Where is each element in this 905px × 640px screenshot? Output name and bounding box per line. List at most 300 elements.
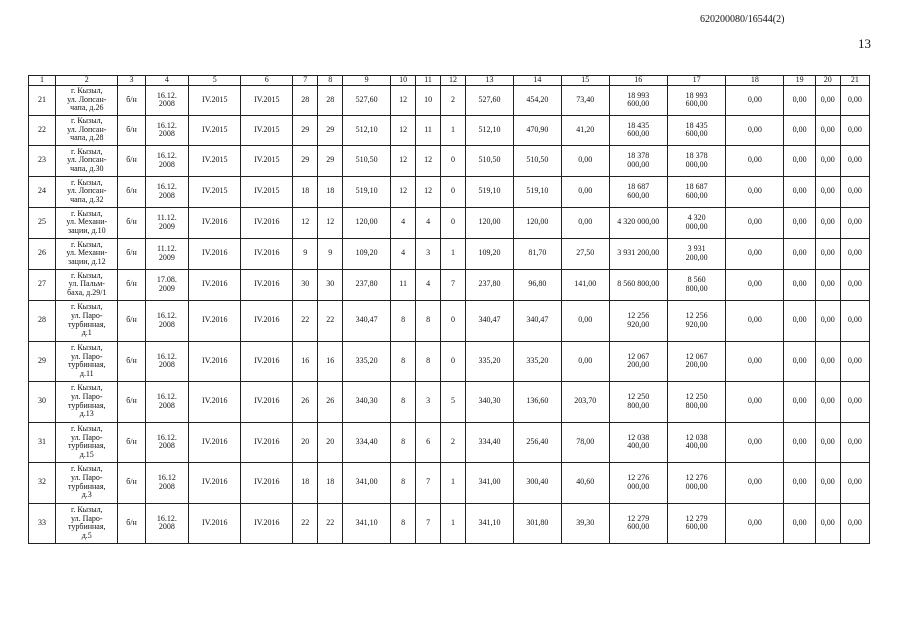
table-cell bbox=[815, 422, 840, 462]
table-cell bbox=[840, 115, 869, 145]
cell-text: б/н bbox=[126, 477, 137, 487]
cell-text: IV.2015 bbox=[202, 94, 228, 104]
table-cell bbox=[241, 85, 293, 115]
cell-text: 16.12. 2008 bbox=[156, 120, 177, 139]
cell-text: 0,00 bbox=[820, 217, 835, 227]
table-cell bbox=[513, 238, 561, 269]
table-cell bbox=[726, 503, 784, 543]
table-cell bbox=[343, 85, 391, 115]
table-cell bbox=[815, 176, 840, 207]
address-cell bbox=[56, 462, 118, 503]
cell-text: 8 bbox=[426, 315, 431, 325]
cell-text: 16.12. 2008 bbox=[156, 392, 177, 410]
cell-text: г. Кызыл, ул. Пальм- баха, д.29/1 bbox=[67, 270, 107, 297]
table-cell bbox=[441, 85, 466, 115]
cell-text: 16 bbox=[326, 355, 335, 365]
table-cell bbox=[118, 300, 145, 341]
cell-text: IV.2016 bbox=[254, 355, 280, 365]
table-cell bbox=[441, 238, 466, 269]
cell-text: IV.2016 bbox=[202, 517, 228, 527]
table-cell bbox=[343, 462, 391, 503]
table-cell bbox=[609, 422, 667, 462]
cell-text: 0,00 bbox=[578, 355, 593, 365]
table-cell bbox=[145, 300, 189, 341]
table-cell bbox=[145, 381, 189, 422]
cell-text: г. Кызыл, ул. Лопсан- чапа, д.30 bbox=[67, 146, 107, 173]
cell-text: 16.12. 2008 bbox=[156, 432, 177, 451]
cell-text: 0,00 bbox=[847, 94, 862, 104]
table-cell bbox=[241, 462, 293, 503]
cell-text: 30 bbox=[38, 396, 47, 406]
table-cell bbox=[561, 422, 609, 462]
cell-text: 18 993 600,00 bbox=[627, 90, 650, 109]
cell-text: 41,20 bbox=[576, 124, 595, 134]
cell-text: 341,10 bbox=[478, 517, 501, 527]
cell-text: 10 bbox=[424, 94, 433, 104]
table-cell bbox=[293, 238, 318, 269]
cell-text: г. Кызыл, ул. Лопсан- чапа, д.26 bbox=[67, 86, 107, 113]
table-cell bbox=[466, 422, 514, 462]
cell-text: 1 bbox=[451, 477, 456, 487]
cell-text: IV.2015 bbox=[254, 124, 280, 134]
cell-text: 28 bbox=[326, 94, 335, 104]
table-cell bbox=[840, 238, 869, 269]
table-cell bbox=[241, 176, 293, 207]
table-cell bbox=[784, 238, 815, 269]
table-cell bbox=[318, 422, 343, 462]
table-cell bbox=[118, 462, 145, 503]
cell-text: 22 bbox=[301, 517, 310, 527]
cell-text: 0,00 bbox=[747, 477, 762, 487]
table-cell bbox=[609, 503, 667, 543]
table-cell bbox=[561, 176, 609, 207]
cell-text: 0 bbox=[451, 217, 456, 227]
table-cell bbox=[318, 85, 343, 115]
table-cell bbox=[391, 422, 416, 462]
table-cell bbox=[29, 145, 56, 176]
table-cell bbox=[241, 269, 293, 300]
table-cell bbox=[726, 145, 784, 176]
cell-text: IV.2016 bbox=[254, 217, 280, 227]
cell-text: 31 bbox=[38, 436, 47, 446]
cell-text: 33 bbox=[38, 517, 47, 527]
table-row bbox=[29, 85, 870, 115]
table-cell bbox=[513, 269, 561, 300]
cell-text: г. Кызыл, ул. Механи- зации, д.12 bbox=[66, 239, 108, 266]
cell-text: 12 250 800,00 bbox=[685, 392, 708, 410]
cell-text: 16.12. 2008 bbox=[156, 182, 177, 200]
cell-text: 28 bbox=[38, 315, 47, 325]
cell-text: 8 560 800,00 bbox=[617, 279, 660, 289]
cell-text: IV.2015 bbox=[202, 124, 228, 134]
table-cell bbox=[318, 115, 343, 145]
cell-text: 8 bbox=[401, 355, 406, 365]
table-row bbox=[29, 462, 870, 503]
cell-text: 335,20 bbox=[478, 355, 501, 365]
table-cell bbox=[441, 115, 466, 145]
column-number: 7 bbox=[293, 76, 318, 86]
table-cell bbox=[441, 269, 466, 300]
table-cell bbox=[561, 381, 609, 422]
table-cell bbox=[145, 145, 189, 176]
cell-text: 18 bbox=[301, 477, 310, 487]
cell-text: IV.2015 bbox=[202, 155, 228, 165]
table-cell bbox=[318, 176, 343, 207]
address-cell bbox=[56, 341, 118, 381]
table-cell bbox=[241, 115, 293, 145]
table-row bbox=[29, 381, 870, 422]
table-cell bbox=[145, 238, 189, 269]
cell-text: 0,00 bbox=[820, 436, 835, 446]
table-cell bbox=[784, 85, 815, 115]
table-cell bbox=[391, 269, 416, 300]
cell-text: IV.2016 bbox=[202, 355, 228, 365]
table-row bbox=[29, 176, 870, 207]
cell-text: 0,00 bbox=[747, 279, 762, 289]
table-cell bbox=[293, 145, 318, 176]
table-cell bbox=[667, 381, 725, 422]
cell-text: 18 435 600,00 bbox=[627, 120, 650, 139]
cell-text: 12 256 920,00 bbox=[627, 311, 650, 329]
table-cell bbox=[343, 503, 391, 543]
column-number: 14 bbox=[513, 76, 561, 86]
table-cell bbox=[441, 503, 466, 543]
cell-text: 12 bbox=[399, 155, 408, 165]
table-cell bbox=[466, 341, 514, 381]
table-cell bbox=[29, 176, 56, 207]
cell-text: 29 bbox=[301, 124, 310, 134]
table-cell bbox=[145, 85, 189, 115]
cell-text: г. Кызыл, ул. Паро- турбинная, д.15 bbox=[67, 423, 106, 459]
cell-text: 3 931 200,00 bbox=[685, 244, 708, 262]
cell-text: IV.2016 bbox=[202, 217, 228, 227]
cell-text: 340,47 bbox=[526, 315, 549, 325]
cell-text: 519,10 bbox=[526, 186, 549, 196]
cell-text: 12 bbox=[399, 124, 408, 134]
cell-text: 12 bbox=[301, 217, 310, 227]
cell-text: 519,10 bbox=[478, 186, 501, 196]
cell-text: 0 bbox=[451, 155, 456, 165]
table-cell bbox=[513, 145, 561, 176]
column-number: 19 bbox=[784, 76, 815, 86]
cell-text: 28 bbox=[301, 94, 310, 104]
cell-text: 0,00 bbox=[747, 155, 762, 165]
cell-text: 9 bbox=[328, 248, 333, 258]
table-cell bbox=[561, 269, 609, 300]
table-cell bbox=[293, 300, 318, 341]
cell-text: 22 bbox=[326, 517, 335, 527]
cell-text: б/н bbox=[126, 248, 137, 258]
table-cell bbox=[29, 115, 56, 145]
cell-text: 0,00 bbox=[820, 124, 835, 134]
table-cell bbox=[391, 85, 416, 115]
cell-text: 12 038 400,00 bbox=[627, 432, 650, 451]
table-cell bbox=[189, 207, 241, 238]
cell-text: 18 bbox=[326, 477, 335, 487]
table-cell bbox=[726, 269, 784, 300]
table-cell bbox=[118, 422, 145, 462]
table-cell bbox=[840, 300, 869, 341]
cell-text: 141,00 bbox=[574, 279, 597, 289]
cell-text: 203,70 bbox=[574, 396, 597, 406]
column-number: 16 bbox=[609, 76, 667, 86]
table-cell bbox=[840, 269, 869, 300]
cell-text: 120,00 bbox=[355, 217, 378, 227]
cell-text: 0,00 bbox=[820, 279, 835, 289]
table-cell bbox=[815, 145, 840, 176]
cell-text: 0,00 bbox=[578, 315, 593, 325]
cell-text: 510,50 bbox=[478, 155, 501, 165]
table-cell bbox=[416, 381, 441, 422]
table-cell bbox=[118, 238, 145, 269]
table-cell bbox=[145, 462, 189, 503]
cell-text: IV.2016 bbox=[254, 517, 280, 527]
cell-text: 7 bbox=[451, 279, 456, 289]
table-cell bbox=[241, 145, 293, 176]
table-cell bbox=[726, 85, 784, 115]
cell-text: 341,00 bbox=[478, 477, 501, 487]
cell-text: IV.2015 bbox=[254, 155, 280, 165]
cell-text: г. Кызыл, ул. Лопсан- чапа, д.28 bbox=[67, 116, 107, 143]
cell-text: б/н bbox=[126, 315, 137, 325]
cell-text: 237,80 bbox=[478, 279, 501, 289]
cell-text: б/н bbox=[126, 355, 137, 365]
cell-text: IV.2016 bbox=[202, 436, 228, 446]
cell-text: 12 250 800,00 bbox=[627, 392, 650, 410]
cell-text: 0 bbox=[451, 186, 456, 196]
cell-text: 81,70 bbox=[528, 248, 547, 258]
table-cell bbox=[189, 269, 241, 300]
table-cell bbox=[293, 422, 318, 462]
table-cell bbox=[784, 176, 815, 207]
column-number: 9 bbox=[343, 76, 391, 86]
cell-text: 8 bbox=[401, 477, 406, 487]
cell-text: 340,47 bbox=[478, 315, 501, 325]
table-cell bbox=[840, 85, 869, 115]
cell-text: 527,60 bbox=[478, 94, 501, 104]
cell-text: IV.2016 bbox=[254, 477, 280, 487]
address-cell bbox=[56, 269, 118, 300]
table-cell bbox=[513, 422, 561, 462]
cell-text: 6 bbox=[426, 436, 431, 446]
table-cell bbox=[293, 115, 318, 145]
table-cell bbox=[784, 462, 815, 503]
cell-text: 0,00 bbox=[847, 355, 862, 365]
table-row bbox=[29, 422, 870, 462]
address-cell bbox=[56, 207, 118, 238]
table-cell bbox=[513, 176, 561, 207]
cell-text: 18 bbox=[301, 186, 310, 196]
table-cell bbox=[466, 503, 514, 543]
cell-text: б/н bbox=[126, 517, 137, 527]
table-cell bbox=[189, 145, 241, 176]
table-cell bbox=[416, 503, 441, 543]
table-cell bbox=[609, 341, 667, 381]
table-cell bbox=[726, 381, 784, 422]
table-cell bbox=[840, 381, 869, 422]
cell-text: 25 bbox=[38, 217, 47, 227]
cell-text: 78,00 bbox=[576, 436, 595, 446]
cell-text: 12 067 200,00 bbox=[685, 351, 708, 370]
table-cell bbox=[318, 238, 343, 269]
cell-text: г. Кызыл, ул. Лопсан- чапа, д.32 bbox=[67, 177, 107, 204]
table-cell bbox=[815, 207, 840, 238]
cell-text: 0,00 bbox=[747, 517, 762, 527]
table-cell bbox=[343, 381, 391, 422]
table-cell bbox=[189, 85, 241, 115]
cell-text: 3 bbox=[426, 248, 431, 258]
table-cell bbox=[118, 503, 145, 543]
table-cell bbox=[145, 207, 189, 238]
table-cell bbox=[391, 381, 416, 422]
address-cell bbox=[56, 300, 118, 341]
cell-text: 4 bbox=[426, 279, 431, 289]
cell-text: 0,00 bbox=[847, 124, 862, 134]
table-cell bbox=[667, 145, 725, 176]
table-cell bbox=[815, 238, 840, 269]
table-cell bbox=[667, 422, 725, 462]
table-cell bbox=[118, 341, 145, 381]
cell-text: 40,60 bbox=[576, 477, 595, 487]
cell-text: 7 bbox=[426, 517, 431, 527]
cell-text: 12 bbox=[399, 186, 408, 196]
cell-text: 519,10 bbox=[355, 186, 378, 196]
cell-text: 32 bbox=[38, 477, 47, 487]
table-cell bbox=[561, 462, 609, 503]
table-cell bbox=[726, 300, 784, 341]
cell-text: 0,00 bbox=[847, 477, 862, 487]
cell-text: 12 bbox=[399, 94, 408, 104]
cell-text: 340,47 bbox=[355, 315, 378, 325]
cell-text: 0,00 bbox=[747, 315, 762, 325]
cell-text: 0,00 bbox=[847, 315, 862, 325]
table-cell bbox=[189, 300, 241, 341]
cell-text: 18 378 000,00 bbox=[685, 151, 708, 169]
cell-text: 0 bbox=[451, 315, 456, 325]
address-cell bbox=[56, 503, 118, 543]
cell-text: IV.2016 bbox=[254, 436, 280, 446]
column-number: 1 bbox=[29, 76, 56, 86]
cell-text: 4 bbox=[401, 248, 406, 258]
cell-text: 26 bbox=[326, 396, 335, 406]
table-cell bbox=[391, 207, 416, 238]
table-cell bbox=[318, 269, 343, 300]
table-cell bbox=[145, 269, 189, 300]
cell-text: 18 687 600,00 bbox=[627, 182, 650, 200]
cell-text: б/н bbox=[126, 186, 137, 196]
cell-text: IV.2016 bbox=[254, 279, 280, 289]
cell-text: IV.2016 bbox=[202, 477, 228, 487]
column-number: 5 bbox=[189, 76, 241, 86]
cell-text: 4 320 000,00 bbox=[685, 213, 708, 231]
cell-text: 16.12. 2008 bbox=[156, 90, 177, 109]
table-cell bbox=[318, 145, 343, 176]
table-cell bbox=[441, 300, 466, 341]
cell-text: 24 bbox=[38, 186, 47, 196]
table-cell bbox=[118, 145, 145, 176]
table-cell bbox=[391, 341, 416, 381]
address-cell bbox=[56, 145, 118, 176]
cell-text: 12 276 000,00 bbox=[627, 473, 650, 491]
table-cell bbox=[416, 300, 441, 341]
cell-text: IV.2016 bbox=[202, 315, 228, 325]
cell-text: 0,00 bbox=[847, 186, 862, 196]
cell-text: 0,00 bbox=[792, 315, 807, 325]
cell-text: 1 bbox=[451, 517, 456, 527]
cell-text: 29 bbox=[326, 124, 335, 134]
table-cell bbox=[343, 238, 391, 269]
column-number: 2 bbox=[56, 76, 118, 86]
cell-text: 16.12. 2008 bbox=[156, 513, 177, 532]
cell-text: б/н bbox=[126, 155, 137, 165]
table-cell bbox=[29, 300, 56, 341]
column-number: 8 bbox=[318, 76, 343, 86]
cell-text: IV.2016 bbox=[202, 248, 228, 258]
cell-text: 12 256 920,00 bbox=[685, 311, 708, 329]
cell-text: 335,20 bbox=[355, 355, 378, 365]
cell-text: 8 bbox=[401, 315, 406, 325]
cell-text: 0,00 bbox=[820, 315, 835, 325]
cell-text: 27,50 bbox=[576, 248, 595, 258]
document-id: 620200080/16544(2) bbox=[700, 14, 785, 25]
table-cell bbox=[293, 341, 318, 381]
cell-text: 0,00 bbox=[747, 186, 762, 196]
column-number: 18 bbox=[726, 76, 784, 86]
cell-text: 4 bbox=[426, 217, 431, 227]
cell-text: 120,00 bbox=[478, 217, 501, 227]
table-cell bbox=[29, 85, 56, 115]
table-cell bbox=[118, 115, 145, 145]
table-cell bbox=[466, 381, 514, 422]
table-cell bbox=[840, 422, 869, 462]
table-cell bbox=[29, 422, 56, 462]
table-cell bbox=[513, 381, 561, 422]
table-cell bbox=[466, 85, 514, 115]
table-cell bbox=[29, 238, 56, 269]
cell-text: 12 bbox=[424, 186, 433, 196]
table-cell bbox=[513, 300, 561, 341]
table-row bbox=[29, 269, 870, 300]
table-row bbox=[29, 300, 870, 341]
cell-text: 0,00 bbox=[820, 517, 835, 527]
cell-text: 12 bbox=[326, 217, 335, 227]
table-row bbox=[29, 207, 870, 238]
address-cell bbox=[56, 422, 118, 462]
cell-text: 0,00 bbox=[847, 517, 862, 527]
table-cell bbox=[726, 341, 784, 381]
cell-text: 0,00 bbox=[578, 155, 593, 165]
cell-text: 301,80 bbox=[526, 517, 549, 527]
cell-text: 12 279 600,00 bbox=[627, 513, 650, 532]
table-cell bbox=[561, 207, 609, 238]
table-header-row bbox=[29, 76, 870, 86]
table-cell bbox=[667, 238, 725, 269]
table-cell bbox=[784, 341, 815, 381]
table-cell bbox=[29, 381, 56, 422]
column-number: 13 bbox=[466, 76, 514, 86]
table-cell bbox=[343, 176, 391, 207]
table-cell bbox=[466, 300, 514, 341]
table-cell bbox=[441, 176, 466, 207]
table-cell bbox=[391, 300, 416, 341]
cell-text: 11 bbox=[399, 279, 407, 289]
cell-text: 237,80 bbox=[355, 279, 378, 289]
address-cell bbox=[56, 238, 118, 269]
table-cell bbox=[293, 269, 318, 300]
cell-text: 8 bbox=[401, 517, 406, 527]
cell-text: 0,00 bbox=[792, 124, 807, 134]
cell-text: 20 bbox=[326, 436, 335, 446]
